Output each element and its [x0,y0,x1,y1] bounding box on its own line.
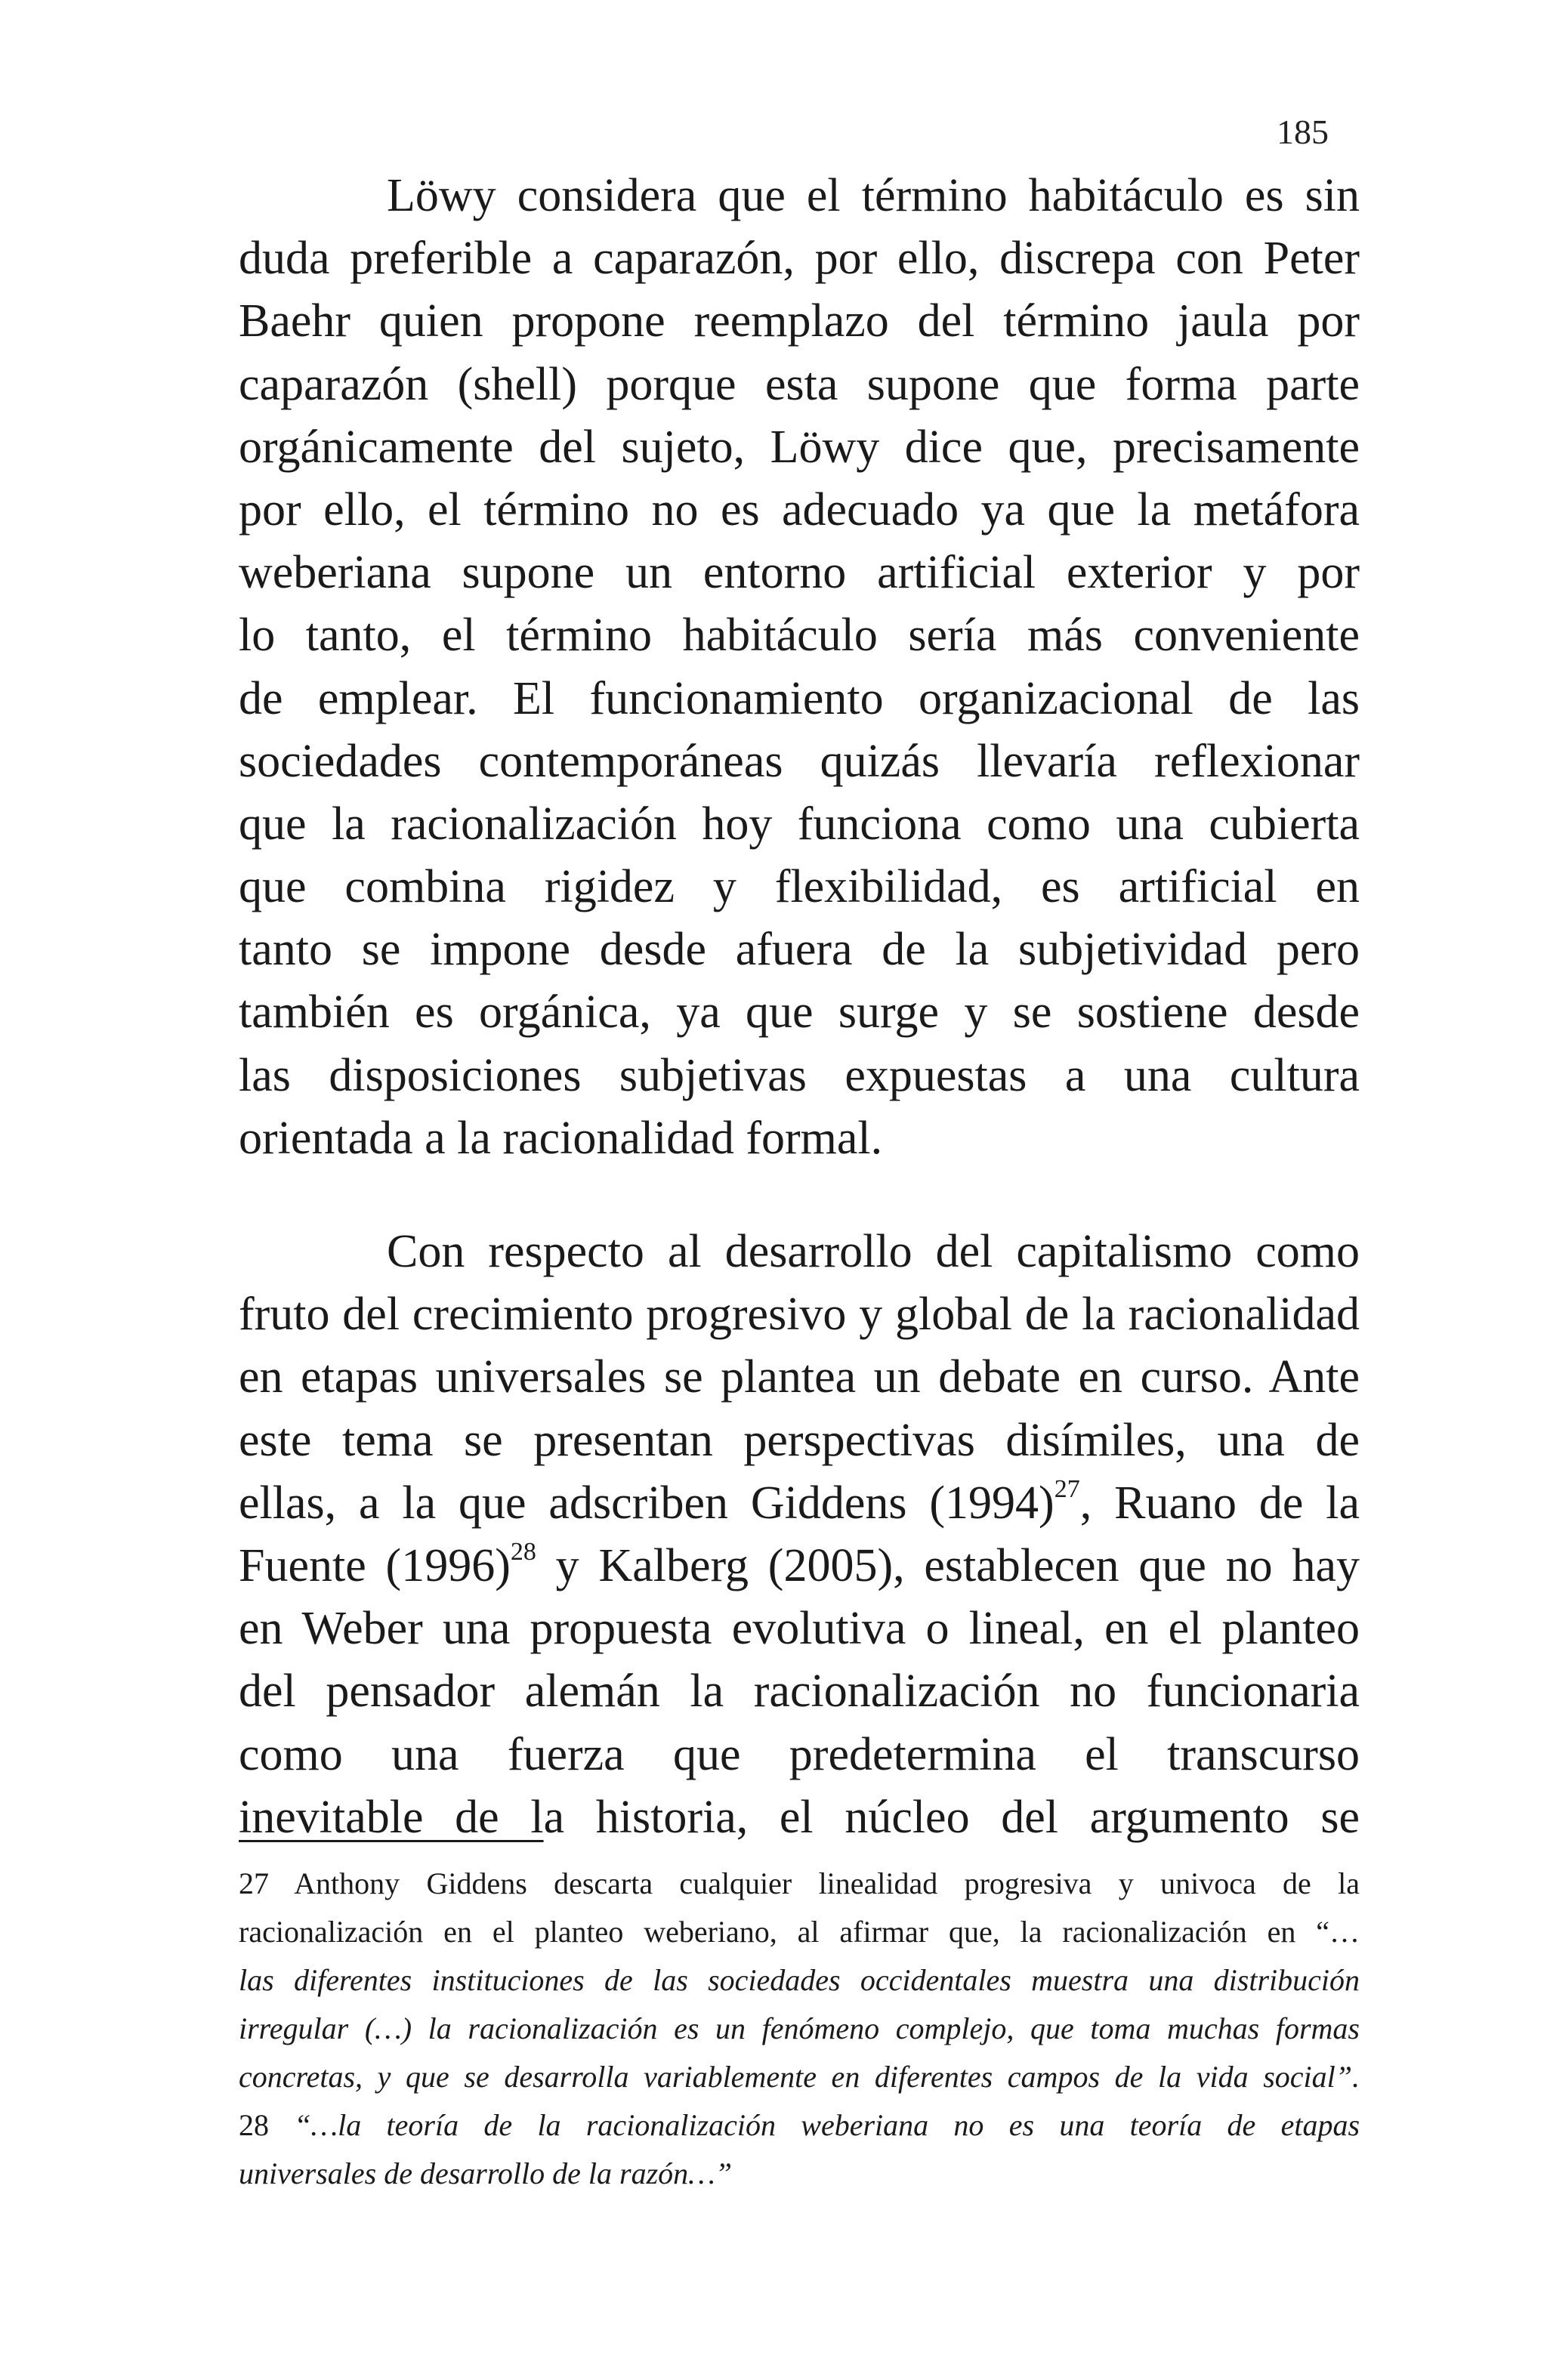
text-line: que combina rigidez y flexibilidad, es artificial en [239,861,1360,913]
text-segment: y Kalberg (2005), establecen que no hay [536,1539,1360,1591]
text-line-underlined [239,1786,1360,1849]
text-line: weberiana supone un entorno artificial exterior y por [239,547,1360,599]
text-line: este tema se presentan perspectivas disímiles, una de [239,1414,1360,1466]
text-line: sociedades contemporáneas quizás llevaría reflexionar [239,735,1360,787]
text-line: fruto del crecimiento progresivo y global de la racionalidad [239,1289,1360,1341]
text-line: Baehr quien propone reemplazo del término jaula por [239,295,1360,347]
text-line: en Weber una propuesta evolutiva o lineal, en el planteo [239,1603,1360,1655]
text-line: las disposiciones subjetivas expuestas a una cultura [239,1049,1360,1101]
underlined-text: inevitable de l [239,1791,544,1843]
footnote-27-quote-line: concretas, y que se desarrolla variablemente en diferentes campos de la vida social”. [239,2060,1360,2094]
text-line: como una fuerza que predetermina el transcurso [239,1728,1360,1780]
footnotes [239,1860,1360,2198]
footnote-28-quote-line: universales de desarrollo de la razón…” [239,2156,732,2190]
footnote-28-line [239,2101,1360,2150]
text-line: por ello, el término no es adecuado ya que la metáfora [239,483,1360,536]
text-line: que la racionalización hoy funciona como una cubierta [239,798,1360,850]
text-line: duda preferible a caparazón, por ello, discrepa con Peter [239,233,1360,285]
footnote-28-quote: “…la teoría de la racionalización weberiana no es una teoría de etapas [294,2108,1360,2142]
text-line: orientada a la racionalidad formal. [239,1112,883,1164]
text-segment: Fuente (1996) [239,1539,511,1591]
footnote-27-line: 27 Anthony Giddens descarta cualquier linealidad progresiva y univoca de la [239,1866,1360,1900]
footnote-ref-28: 28 [510,1538,536,1567]
text-line: orgánicamente del sujeto, Löwy dice que, precisamente [239,421,1360,473]
text-line: en etapas universales se plantea un debate en curso. Ante [239,1351,1360,1403]
footnote-ref-27: 27 [1054,1475,1080,1504]
body-paragraph-2 [239,1221,1360,1849]
text-line-with-footnote-ref [239,1535,1360,1597]
page-number: 185 [1277,113,1329,151]
text-line: del pensador alemán la racionalización no funcionaria [239,1665,1360,1718]
text-segment: , Ruano de la [1079,1477,1360,1529]
text-segment: a historia, el núcleo del argumento se [543,1791,1360,1843]
footnote-27-quote-line: las diferentes instituciones de las sociedades occidentales muestra una distribución [239,1963,1360,1997]
text-line: Löwy considera que el término habitáculo es sin [387,170,1360,221]
text-line: Con respecto al desarrollo del capitalismo como [387,1226,1360,1277]
text-line: también es orgánica, ya que surge y se sostiene desde [239,986,1360,1039]
body-paragraph-1 [239,165,1360,1170]
footnote-27-quote-line: irregular (…) la racionalización es un fenómeno complejo, que toma muchas formas [239,2011,1360,2045]
text-line-with-footnote-ref [239,1472,1360,1535]
text-line: de emplear. El funcionamiento organizacional de las [239,672,1360,724]
footnote-number: 28 [239,2108,295,2142]
text-line: caparazón (shell) porque esta supone que forma parte [239,358,1360,410]
text-segment: ellas, a la que adscriben Giddens (1994) [239,1477,1054,1529]
text-line: tanto se impone desde afuera de la subjetividad pero [239,924,1360,976]
footnote-27-line: racionalización en el planteo weberiano, al afirmar que, la racionalización en “… [239,1915,1360,1949]
text-line: lo tanto, el término habitáculo sería más conveniente [239,610,1360,662]
